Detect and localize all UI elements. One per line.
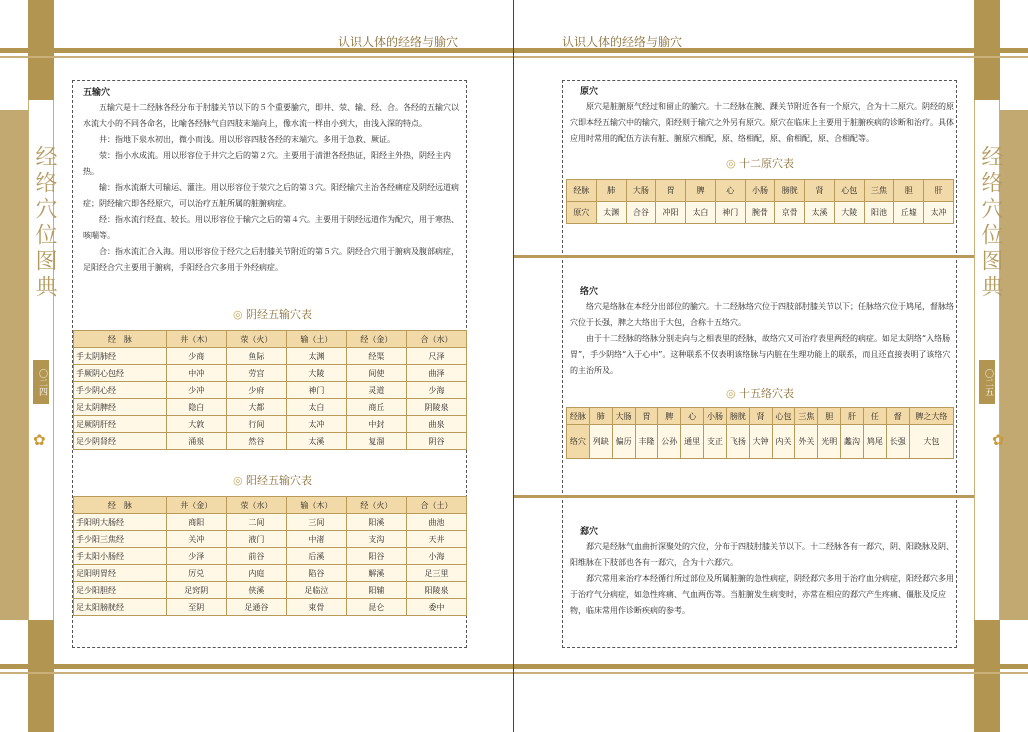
table-cell: 灵道: [346, 382, 406, 399]
table-cell: 隐白: [166, 399, 226, 416]
bullet-icon: ◎: [232, 474, 243, 487]
bullet-icon: ◎: [232, 308, 243, 321]
table-header-cell: 脾: [658, 408, 681, 425]
section-divider: [514, 255, 974, 258]
table-cell: 足窍阴: [166, 582, 226, 599]
table-cell: 神门: [715, 202, 745, 224]
header-line: [0, 56, 514, 58]
yin-table: [73, 330, 467, 450]
paragraph: 五输穴是十二经脉各经分布于肘膝关节以下的５个重要腧穴，即井、荥、输、经、合。各经的五输穴以水流大小的不同各命名，比喻各经脉气自四肢末端向上，像水流一样由小到大，由浅入深的特点。: [83, 103, 459, 128]
table-header-cell: 合（土）: [406, 497, 466, 514]
footer-line: [514, 672, 1028, 674]
table-header-cell: 经脉: [567, 408, 590, 425]
footer-line: [0, 672, 514, 674]
table-header-row: [74, 331, 467, 348]
vertical-book-title: 经络穴位图典: [32, 145, 57, 301]
yuan-table-title-text: 十二原穴表: [739, 157, 795, 170]
table-cell: 公孙: [658, 425, 681, 459]
table-cell: 委中: [406, 599, 466, 616]
table-cell: 手少阳三焦经: [74, 531, 167, 548]
paragraph: 原穴是脏腑原气经过和留止的腧穴。十二经脉在腕、踝关节附近各有一个原穴，合为十二原穴。阴经的原穴即本经五输穴中的输穴，阳经则于输穴之外另有原穴。原穴在临床上主要用于脏腑疾病的诊断和治疗。具体应用时常用的配伍方法有脏、腑原穴相配，原、络相配，原、俞相配，原、合相配等。: [570, 102, 954, 143]
yin-table-title: [83, 306, 462, 322]
table-cell: 阴谷: [406, 433, 466, 450]
table-cell: 手太阴肺经: [74, 348, 167, 365]
table-cell: 太溪: [805, 202, 835, 224]
left-content-box: [72, 80, 467, 648]
page-number: 〇二四: [33, 360, 49, 404]
table-header-cell: 膀胱: [726, 408, 749, 425]
table-cell: 关冲: [166, 531, 226, 548]
table-cell: 前谷: [226, 548, 286, 565]
table-cell: 阳池: [864, 202, 894, 224]
table-header-cell: 输（木）: [286, 497, 346, 514]
table-cell: 内庭: [226, 565, 286, 582]
table-cell: 至阴: [166, 599, 226, 616]
bullet-icon: ◎: [725, 387, 736, 400]
table-cell: 腕骨: [745, 202, 775, 224]
table-cell: 解溪: [346, 565, 406, 582]
table-cell: 二间: [226, 514, 286, 531]
header-line: [514, 56, 1028, 58]
table-cell: 丰隆: [635, 425, 658, 459]
yuan-section: [566, 82, 954, 224]
running-header: 认识人体的经络与腧穴: [562, 35, 683, 49]
paragraph: 经：指水流行经直、较长。用以形容位于输穴之后的第４穴。主要用于阴经远道作为配穴，用于寒热、咳喘等。: [83, 215, 459, 240]
table-cell: 足太阴脾经: [74, 399, 167, 416]
table-cell: 支沟: [346, 531, 406, 548]
section-title-xi: 郄穴: [580, 527, 599, 537]
table-header-cell: 大肠: [612, 408, 635, 425]
table-cell: 小海: [406, 548, 466, 565]
table-cell: 大都: [226, 399, 286, 416]
bullet-icon: ◎: [725, 157, 736, 170]
table-header-cell: 肝: [841, 408, 864, 425]
table-cell: 液门: [226, 531, 286, 548]
section-title-wushu: 五输穴: [83, 88, 111, 98]
paragraph: 荥：指小水成流。用以形容位于井穴之后的第２穴。主要用于清泄各经热证，阳经主外热，阴经主内热。: [83, 151, 451, 176]
footer-bar: [0, 664, 514, 669]
table-cell: 中冲: [166, 365, 226, 382]
table-cell: 行间: [226, 416, 286, 433]
table-cell: 大钟: [749, 425, 772, 459]
table-header-cell: 肝: [924, 180, 954, 202]
yang-table-title: [83, 472, 462, 488]
table-cell: 手厥阴心包经: [74, 365, 167, 382]
table-cell: 太渊: [286, 348, 346, 365]
table-header-cell: 肾: [749, 408, 772, 425]
table-header-cell: 脾: [686, 180, 716, 202]
table-cell: 丘墟: [894, 202, 924, 224]
table-cell: 阳陵泉: [406, 582, 466, 599]
table-row: [74, 582, 467, 599]
table-row: [74, 514, 467, 531]
xi-section: [566, 522, 954, 619]
table-header-cell: 心: [715, 180, 745, 202]
table-header-cell: 小肠: [704, 408, 727, 425]
yang-table: [73, 496, 467, 616]
table-cell: 劳宫: [226, 365, 286, 382]
footer-bar: [514, 664, 1028, 669]
table-cell: 足少阴肾经: [74, 433, 167, 450]
table-cell: 束骨: [286, 599, 346, 616]
table-cell: 厉兑: [166, 565, 226, 582]
table-cell: 络穴: [567, 425, 590, 459]
yang-table-title-text: 阳经五输穴表: [246, 474, 313, 487]
table-cell: 陷谷: [286, 565, 346, 582]
table-cell: 复溜: [346, 433, 406, 450]
table-header-cell: 井（木）: [166, 331, 226, 348]
table-cell: 曲池: [406, 514, 466, 531]
table-header-cell: 督: [886, 408, 909, 425]
luo-table-title-text: 十五络穴表: [739, 387, 795, 400]
paragraph: 郄穴是经脉气血曲折深聚处的穴位，分布于四肢肘膝关节以下。十二经脉各有一郄穴，阴、阳跷脉及阴、阳维脉在下肢部也各有一郄穴，合为十六郄穴。: [570, 542, 954, 567]
table-row: [567, 202, 954, 224]
table-cell: 曲泽: [406, 365, 466, 382]
table-cell: 大陵: [286, 365, 346, 382]
table-header-cell: 胆: [894, 180, 924, 202]
table-row: [74, 565, 467, 582]
table-header-cell: 经 脉: [74, 497, 167, 514]
paragraph: 输：指水流渐大可输运、灌注。用以形容位于荥穴之后的第３穴。阳经输穴主治各经痛症及阴经远道病症；阴经输穴即各经原穴，可以治疗五脏所属的脏腑病症。: [83, 183, 459, 208]
table-row: [74, 365, 467, 382]
table-cell: 中渚: [286, 531, 346, 548]
table-header-cell: 小肠: [745, 180, 775, 202]
table-header-cell: 肺: [596, 180, 626, 202]
paragraph: 络穴是络脉在本经分出部位的腧穴。十二经脉络穴位于四肢部肘膝关节以下；任脉络穴位于鸠尾，督脉络穴位于长强，脾之大络出于大包，合称十五络穴。: [570, 302, 954, 327]
table-cell: 内关: [772, 425, 795, 459]
table-row: [74, 531, 467, 548]
paragraph: 郄穴常用来治疗本经循行所过部位及所属脏腑的急性病症，阴经郄穴多用于治疗血分病症，阳经郄穴多用于治疗气分病症，如急性疼痛、气血两伤等。当脏腑发生病变时，亦常在相应的郄穴产生疼痛、僵胀及反应物，临床常用作诊断疾病的参考。: [570, 574, 954, 615]
table-cell: 手太阳小肠经: [74, 548, 167, 565]
table-row: [74, 382, 467, 399]
table-cell: 间使: [346, 365, 406, 382]
section-title-luo: 络穴: [580, 287, 599, 297]
table-cell: 少府: [226, 382, 286, 399]
table-header-cell: 大肠: [626, 180, 656, 202]
table-cell: 三间: [286, 514, 346, 531]
table-cell: 外关: [795, 425, 818, 459]
table-cell: 足阳明胃经: [74, 565, 167, 582]
table-cell: 京骨: [775, 202, 805, 224]
table-cell: 然谷: [226, 433, 286, 450]
left-side-panel: [0, 110, 28, 620]
section-title-yuan: 原穴: [580, 87, 599, 97]
table-cell: 阳谷: [346, 548, 406, 565]
table-header-cell: 井（金）: [166, 497, 226, 514]
table-row: [74, 599, 467, 616]
paragraph: 合：指水流汇合入海。用以形容位于经穴之后肘膝关节附近的第５穴。阴经合穴用于腑病及腹部病症，足阳经合穴主要用于腑病，手阳经合穴多用于外经病症。: [83, 247, 459, 272]
table-cell: 太渊: [596, 202, 626, 224]
table-cell: 涌泉: [166, 433, 226, 450]
table-cell: 太白: [686, 202, 716, 224]
table-cell: 足太阳膀胱经: [74, 599, 167, 616]
paragraph: 由于十二经脉的络脉分别走向与之相表里的经脉，故络穴又可治疗表里两经的病症。如足太阴络“入络肠胃”，手少阴络“入于心中”。这种联系不仅表明该络脉与内脏在生理功能上的联系，而且还直接表明了该络穴的主治所及。: [570, 334, 951, 375]
table-header-cell: 胃: [656, 180, 686, 202]
table-header-cell: 合（水）: [406, 331, 466, 348]
table-cell: 昆仑: [346, 599, 406, 616]
table-header-cell: 心包: [834, 180, 864, 202]
yuan-table-title: [566, 155, 954, 171]
table-cell: 后溪: [286, 548, 346, 565]
table-cell: 大敦: [166, 416, 226, 433]
table-cell: 少冲: [166, 382, 226, 399]
luo-section: [566, 282, 954, 459]
yin-table-title-text: 阴经五输穴表: [246, 308, 313, 321]
table-cell: 鸠尾: [863, 425, 886, 459]
running-header: 认识人体的经络与腧穴: [338, 35, 459, 49]
table-cell: 飞扬: [726, 425, 749, 459]
table-row: [74, 548, 467, 565]
table-cell: 神门: [286, 382, 346, 399]
section-divider: [514, 495, 974, 498]
table-header-cell: 心包: [772, 408, 795, 425]
table-header-row: [567, 408, 954, 425]
table-cell: 天井: [406, 531, 466, 548]
table-cell: 原穴: [567, 202, 597, 224]
table-cell: 太冲: [286, 416, 346, 433]
table-cell: 太溪: [286, 433, 346, 450]
vertical-book-title: 经络穴位图典: [978, 145, 1003, 301]
table-cell: 足厥阴肝经: [74, 416, 167, 433]
table-cell: 手少阴心经: [74, 382, 167, 399]
table-row: [74, 433, 467, 450]
table-header-cell: 脾之大络: [909, 408, 953, 425]
table-cell: 偏历: [612, 425, 635, 459]
table-header-cell: 经（火）: [346, 497, 406, 514]
flower-ornament-icon: ✿: [33, 431, 46, 449]
table-cell: 少商: [166, 348, 226, 365]
table-cell: 尺泽: [406, 348, 466, 365]
table-cell: 阳溪: [346, 514, 406, 531]
table-cell: 足三里: [406, 565, 466, 582]
luo-table-title: [566, 385, 954, 401]
table-header-cell: 任: [863, 408, 886, 425]
table-cell: 太冲: [924, 202, 954, 224]
table-cell: 少泽: [166, 548, 226, 565]
table-cell: 曲泉: [406, 416, 466, 433]
table-cell: 阴陵泉: [406, 399, 466, 416]
table-header-cell: 输（土）: [286, 331, 346, 348]
table-cell: 支正: [704, 425, 727, 459]
table-header-cell: 肾: [805, 180, 835, 202]
table-row: [567, 425, 954, 459]
table-cell: 列缺: [589, 425, 612, 459]
table-header-row: [567, 180, 954, 202]
table-cell: 阳辅: [346, 582, 406, 599]
table-cell: 蠡沟: [841, 425, 864, 459]
table-cell: 冲阳: [656, 202, 686, 224]
table-row: [74, 348, 467, 365]
table-cell: 太白: [286, 399, 346, 416]
luo-table: [566, 407, 954, 459]
table-header-row: [74, 497, 467, 514]
table-header-cell: 膀胱: [775, 180, 805, 202]
table-cell: 长强: [886, 425, 909, 459]
table-header-cell: 三焦: [864, 180, 894, 202]
table-cell: 商丘: [346, 399, 406, 416]
table-row: [74, 399, 467, 416]
table-row: [74, 416, 467, 433]
table-cell: 大包: [909, 425, 953, 459]
table-cell: 中封: [346, 416, 406, 433]
table-cell: 鱼际: [226, 348, 286, 365]
flower-ornament-icon: ✿: [992, 431, 1005, 449]
table-header-cell: 胆: [818, 408, 841, 425]
table-cell: 光明: [818, 425, 841, 459]
table-header-cell: 经脉: [567, 180, 597, 202]
table-cell: 足少阳胆经: [74, 582, 167, 599]
yuan-table: [566, 179, 954, 224]
table-header-cell: 荥（火）: [226, 331, 286, 348]
table-header-cell: 肺: [589, 408, 612, 425]
table-cell: 经渠: [346, 348, 406, 365]
table-header-cell: 荥（水）: [226, 497, 286, 514]
table-header-cell: 胃: [635, 408, 658, 425]
table-cell: 少海: [406, 382, 466, 399]
table-cell: 商阳: [166, 514, 226, 531]
paragraph: 井：指地下泉水初出，微小而浅。用以形容四肢各经的末端穴。多用于急救、厥证。: [99, 135, 395, 144]
table-cell: 足通谷: [226, 599, 286, 616]
table-cell: 合谷: [626, 202, 656, 224]
table-cell: 大陵: [834, 202, 864, 224]
page-number: 〇二五: [979, 360, 995, 404]
table-header-cell: 三焦: [795, 408, 818, 425]
table-cell: 通里: [681, 425, 704, 459]
table-header-cell: 经 脉: [74, 331, 167, 348]
right-page: [514, 0, 1028, 732]
table-header-cell: 心: [681, 408, 704, 425]
table-header-cell: 经（金）: [346, 331, 406, 348]
table-cell: 足临泣: [286, 582, 346, 599]
table-cell: 侠溪: [226, 582, 286, 599]
table-cell: 手阳明大肠经: [74, 514, 167, 531]
